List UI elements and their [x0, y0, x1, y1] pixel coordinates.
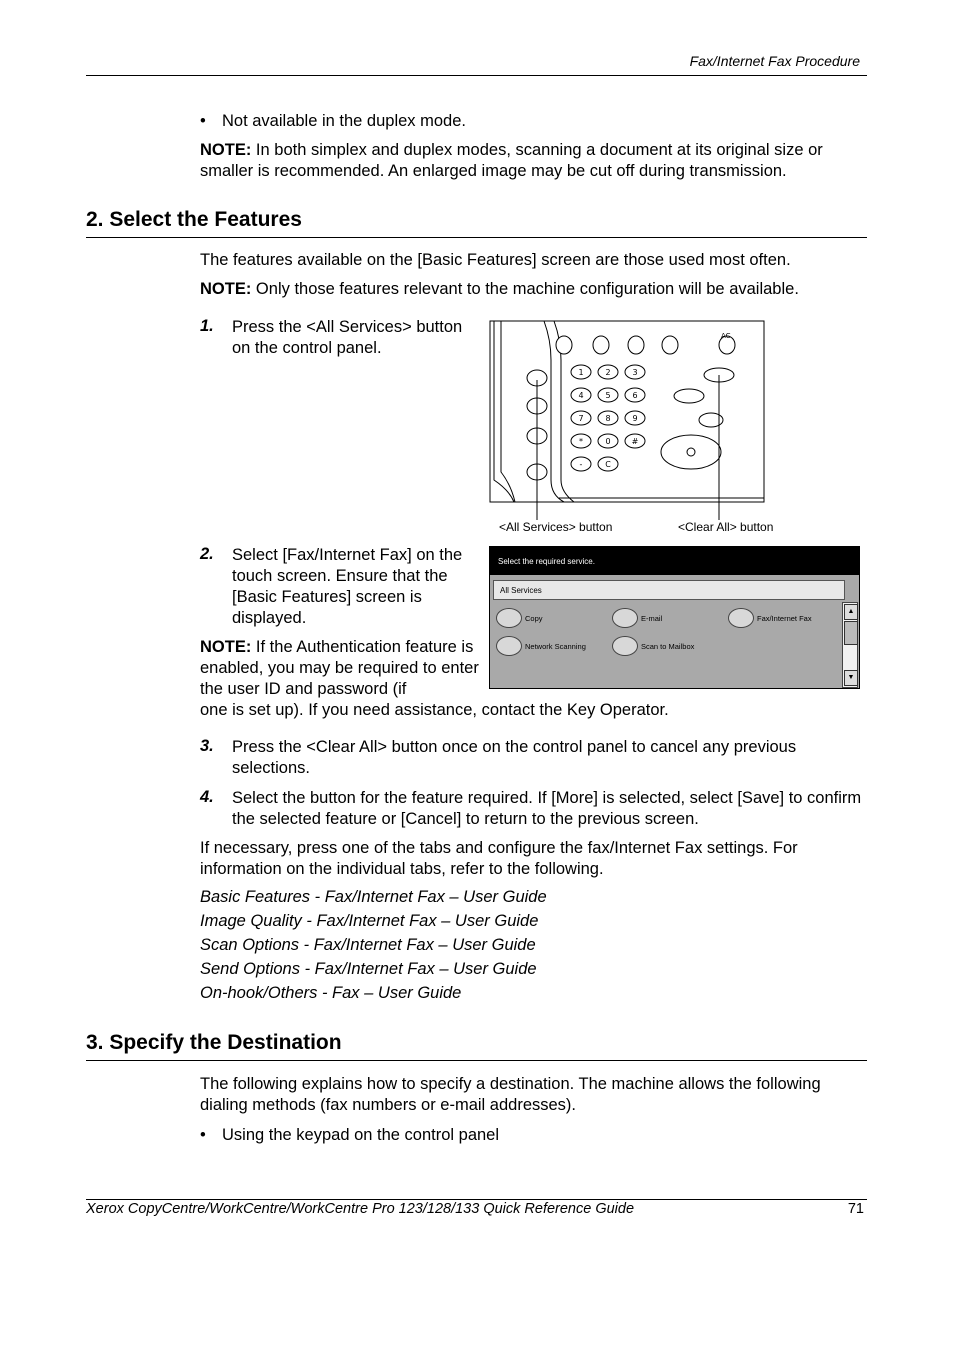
section-heading: 3. Specify the Destination [86, 1031, 342, 1054]
note-text: If the Authentication feature is enabled, you may be required to enter the user ID and password (if [200, 638, 479, 698]
mailbox-icon [612, 636, 638, 656]
keypad-key-label: 9 [632, 414, 638, 423]
step-number: 4. [200, 788, 214, 806]
keypad-key-label: 0 [605, 437, 611, 446]
bullet-item: • Using the keypad on the control panel [200, 1126, 500, 1144]
keypad-key-label: C [605, 460, 611, 469]
tab-all-services[interactable]: All Services [493, 580, 845, 600]
keypad-key-label: 1 [578, 368, 584, 377]
step-number: 1. [200, 317, 214, 335]
footer-rule [86, 1199, 867, 1200]
note-label: NOTE: [200, 638, 252, 656]
note-continuation: one is set up). If you need assistance, contact the Key Operator. [200, 701, 669, 719]
email-button[interactable]: E-mail [612, 608, 662, 628]
keypad-key-label: * [579, 437, 583, 446]
scroll-thumb[interactable] [844, 621, 858, 645]
note [200, 140, 868, 182]
page-number: 71 [847, 1201, 864, 1217]
fax-icon [728, 608, 754, 628]
scan-to-mailbox-button[interactable]: Scan to Mailbox [612, 636, 694, 656]
step-text: Select [Fax/Internet Fax] on the touch screen. Ensure that the [Basic Features] screen is displayed. [232, 546, 463, 627]
paragraph: The features available on the [Basic Features] screen are those used most often. [200, 251, 791, 269]
step-number: 2. [200, 545, 214, 563]
network-scanning-icon [496, 636, 522, 656]
running-header: Fax/Internet Fax Procedure [689, 53, 860, 69]
note-text: Only those features relevant to the machine configuration will be available. [251, 280, 799, 298]
paragraph: If necessary, press one of the tabs and configure the fax/Internet Fax settings. For information on the individual tabs, refer to the following. [200, 839, 798, 878]
step-number: 3. [200, 737, 214, 755]
keypad-key-label: 7 [578, 414, 584, 423]
section-heading: 2. Select the Features [86, 208, 302, 231]
copy-icon [496, 608, 522, 628]
step-text: Select the button for the feature required. If [More] is selected, select [Save] to confirm the selected feature or [Cancel] to return to the previous screen. [232, 789, 862, 828]
caption-clear-all: <Clear All> button [678, 520, 774, 534]
note-label: NOTE: [200, 280, 252, 298]
note-label: NOTE: [200, 141, 252, 159]
keypad-key-label: - [579, 460, 583, 469]
scroll-down-icon[interactable]: ▼ [844, 670, 858, 686]
fax-internet-fax-button[interactable]: Fax/Internet Fax [728, 608, 812, 628]
keypad-key-label: 4 [578, 391, 584, 400]
reference-link[interactable]: Basic Features - Fax/Internet Fax – User Guide [200, 888, 547, 906]
scrollbar[interactable] [842, 602, 858, 688]
note [200, 279, 868, 300]
header-rule [86, 75, 867, 76]
reference-link[interactable]: Image Quality - Fax/Internet Fax – User Guide [200, 912, 539, 930]
bullet-item: • Not available in the duplex mode. [200, 112, 466, 130]
bullet-text: Not available in the duplex mode. [222, 112, 466, 130]
paragraph: The following explains how to specify a destination. The machine allows the following dialing methods (fax numbers or e-mail addresses). [200, 1075, 821, 1114]
control-panel-illustration [489, 320, 767, 525]
keypad-key-label: 3 [632, 368, 638, 377]
reference-link[interactable]: Scan Options - Fax/Internet Fax – User Guide [200, 936, 536, 954]
bullet-text: Using the keypad on the control panel [222, 1126, 500, 1144]
email-icon [612, 608, 638, 628]
section-rule [86, 237, 867, 238]
reference-link[interactable]: Send Options - Fax/Internet Fax – User Guide [200, 960, 537, 978]
note [200, 637, 480, 700]
copy-button[interactable]: Copy [496, 608, 543, 628]
ac-key-label: AC [721, 332, 731, 340]
caption-all-services: <All Services> button [499, 520, 613, 534]
scroll-up-icon[interactable]: ▲ [844, 604, 858, 620]
footer-title: Xerox CopyCentre/WorkCentre/WorkCentre Pro 123/128/133 Quick Reference Guide [86, 1201, 635, 1217]
keypad-key-label: # [631, 437, 639, 446]
reference-link[interactable]: On-hook/Others - Fax – User Guide [200, 984, 462, 1002]
step-text: Press the <Clear All> button once on the control panel to cancel any previous selections. [232, 738, 797, 777]
touch-screen-title: Select the required service. [490, 547, 859, 575]
touch-screen-illustration [489, 546, 860, 689]
step-text: Press the <All Services> button on the control panel. [232, 318, 463, 357]
keypad-key-label: 6 [632, 391, 638, 400]
section-rule [86, 1060, 867, 1061]
keypad-key-label: 8 [605, 414, 611, 423]
keypad-key-label: 5 [605, 391, 611, 400]
note-text: In both simplex and duplex modes, scanning a document at its original size or smaller is recommended. An enlarged image may be cut off during transmission. [200, 141, 823, 180]
network-scanning-button[interactable]: Network Scanning [496, 636, 586, 656]
keypad-key-label: 2 [605, 368, 611, 377]
